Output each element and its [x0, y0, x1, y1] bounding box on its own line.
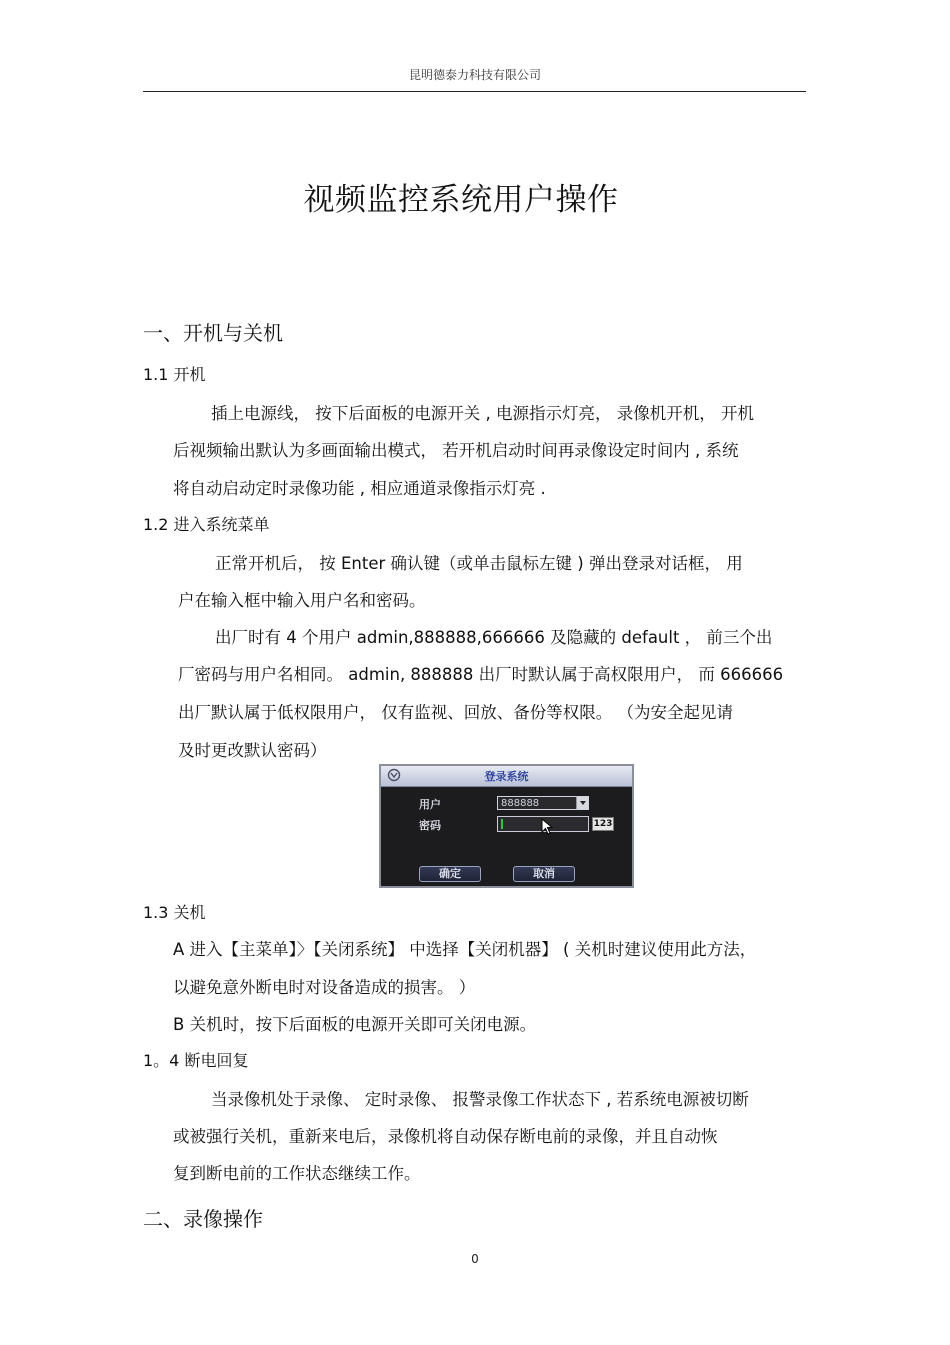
login-dialog-screenshot [379, 764, 634, 888]
header-rule [143, 91, 806, 92]
paragraph-line: 及时更改默认密码） [178, 741, 327, 760]
page-number: 0 [471, 1252, 479, 1266]
paragraph-line: 后视频输出默认为多画面输出模式， 若开机启动时间再录像设定时间内 , 系统 [173, 441, 739, 460]
subsection-heading-1-4: 1。4 断电回复 [143, 1051, 249, 1070]
paragraph-line: 复到断电前的工作状态继续工作。 [173, 1164, 421, 1183]
user-select-value: 888888 [501, 798, 540, 809]
chevron-down-icon[interactable] [576, 797, 588, 809]
mouse-pointer-icon [541, 818, 553, 836]
paragraph-line: A 进入【主菜单】〉【关闭系统】 中选择【关闭机器】 ( 关机时建议使用此方法， [173, 940, 757, 959]
user-select[interactable] [497, 796, 589, 810]
running-header: 昆明德泰力科技有限公司 [408, 68, 541, 82]
paragraph-line: B 关机时，按下后面板的电源开关即可关闭电源。 [173, 1015, 537, 1034]
subsection-heading-1-2: 1.2 进入系统菜单 [143, 515, 270, 534]
dialog-titlebar [381, 766, 632, 787]
subsection-heading-1-3: 1.3 关机 [143, 903, 206, 922]
paragraph-line: 当录像机处于录像、 定时录像、 报警录像工作状态下 , 若系统电源被切断 [211, 1090, 749, 1109]
paragraph-line: 出厂时有 4 个用户 admin,888888,666666 及隐藏的 default ， 前三个出 [215, 628, 773, 647]
password-label: 密码 [419, 819, 441, 832]
paragraph-line: 插上电源线， 按下后面板的电源开关 , 电源指示灯亮， 录像机开机， 开机 [211, 404, 754, 423]
text-caret [501, 819, 503, 829]
paragraph-line: 出厂默认属于低权限用户， 仅有监视、回放、备份等权限。 （为安全起见请 [178, 703, 733, 722]
dialog-title: 登录系统 [484, 770, 529, 783]
paragraph-line: 户在输入框中输入用户名和密码。 [178, 591, 426, 610]
section-heading-1: 一、开机与关机 [143, 321, 283, 345]
document-title: 视频监控系统用户操作 [303, 182, 619, 218]
cancel-button[interactable]: 取消 [513, 866, 575, 882]
paragraph-line: 以避免意外断电时对设备造成的损害。 ） [173, 978, 476, 997]
paragraph-line: 正常开机后， 按 Enter 确认键（或单击鼠标左键 ) 弹出登录对话框， 用 [215, 554, 743, 573]
section-heading-2: 二、录像操作 [143, 1207, 263, 1231]
paragraph-line: 厂密码与用户名相同。 admin, 888888 出厂时默认属于高权限用户， 而 666666 [178, 665, 784, 684]
paragraph-line: 或被强行关机，重新来电后，录像机将自动保存断电前的录像，并且自动恢 [173, 1127, 718, 1146]
paragraph-line: 将自动启动定时录像功能 , 相应通道录像指示灯亮 . [173, 479, 546, 498]
subsection-heading-1-1: 1.1 开机 [143, 365, 206, 384]
input-method-badge[interactable]: 123 [593, 819, 613, 829]
user-label: 用户 [419, 798, 441, 811]
ok-button[interactable]: 确定 [419, 866, 481, 882]
